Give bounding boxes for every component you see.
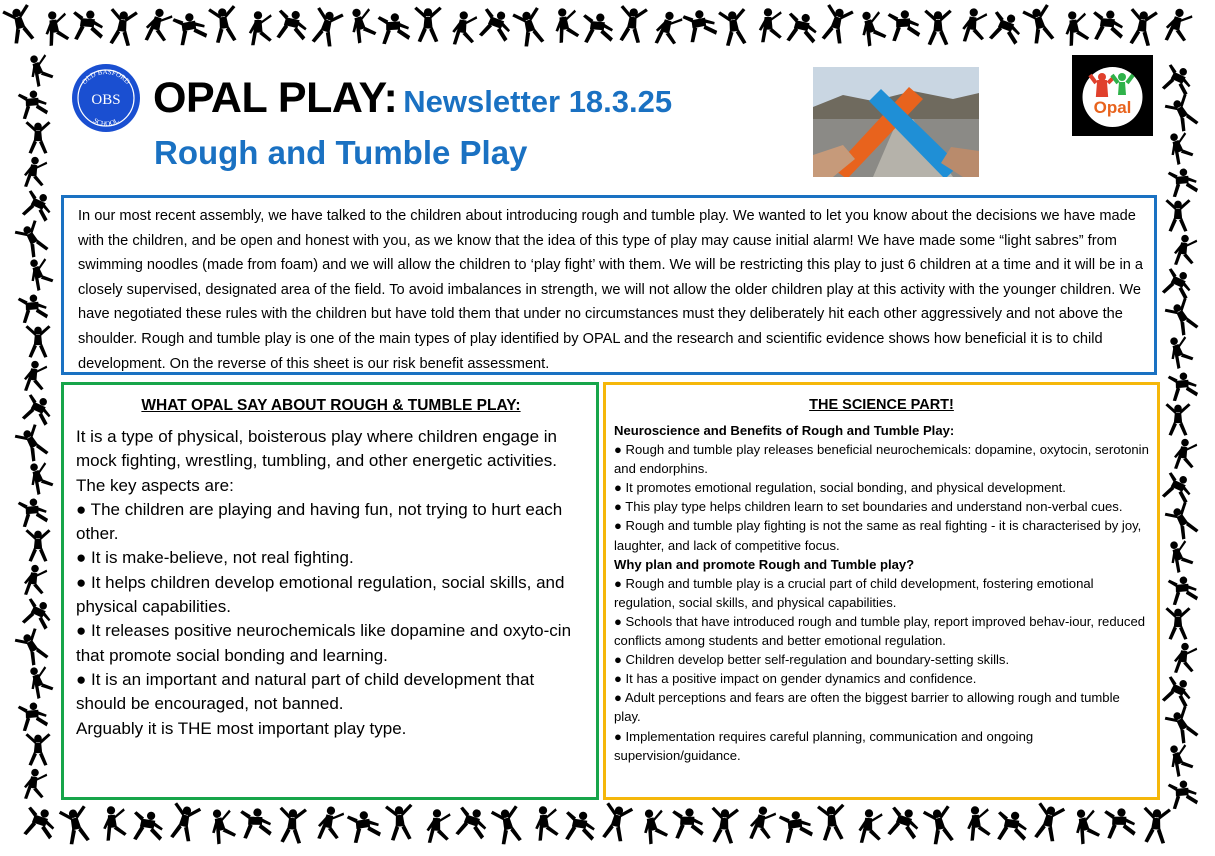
child-silhouette bbox=[1164, 297, 1202, 338]
child-silhouette bbox=[277, 807, 307, 845]
child-silhouette bbox=[966, 805, 992, 841]
child-silhouette bbox=[308, 7, 344, 49]
intro-paragraph: In our most recent assembly, we have talked to the children about introducing rough and tumble play. We wanted to let you know about the decisions we have made with the children, and be open and honest with you, as we know that the idea of this type of play may cause initial alarm! We have made some “light sabres” from swimming noodles (made from foam) and we will allow the children to ‘play fight’ with them. We will be restricting this play to just 6 children at a time and it will be in a closely supervised, designated area of the field. To avoid imbalances in strength, we will not allow the older children play at this activity with the younger children. We have negotiated these rules with the children but have told them that under no circumstances must they deliberately hit each other aggressively and not above the shoulder. Rough and tumble play is one of the main types of play identified by OPAL and the research and scientific evidence shows how beneficial it is to child development. On the reverse of this sheet is our risk benefit assessment. bbox=[78, 208, 1143, 372]
child-silhouette bbox=[817, 804, 847, 842]
science-section bbox=[603, 382, 1160, 800]
child-silhouette bbox=[43, 9, 71, 46]
child-silhouette bbox=[207, 806, 237, 844]
opal-section-body bbox=[76, 425, 586, 741]
child-silhouette bbox=[377, 12, 411, 45]
opal-logo bbox=[1072, 55, 1153, 136]
child-silhouette bbox=[17, 497, 49, 528]
opal-bullet: ● It helps children develop emotional regulation, social skills, and physical capabilities. bbox=[76, 572, 565, 617]
child-silhouette bbox=[652, 9, 683, 48]
child-silhouette bbox=[960, 7, 988, 44]
child-silhouette bbox=[1093, 11, 1123, 40]
child-silhouette bbox=[425, 809, 451, 845]
child-silhouette bbox=[208, 5, 240, 44]
light-sabre-photo bbox=[813, 67, 979, 177]
child-silhouette bbox=[778, 808, 814, 844]
child-silhouette bbox=[857, 809, 883, 845]
child-silhouette bbox=[709, 807, 739, 845]
child-silhouette bbox=[1162, 6, 1193, 45]
science-section-heading: THE SCIENCE PART! bbox=[809, 397, 954, 413]
child-silhouette bbox=[22, 563, 48, 597]
child-silhouette bbox=[1141, 807, 1171, 845]
child-silhouette bbox=[14, 423, 52, 464]
child-silhouette bbox=[346, 808, 382, 844]
svg-text:OLD BASFORD: OLD BASFORD bbox=[80, 67, 132, 86]
child-silhouette bbox=[478, 7, 515, 44]
child-silhouette bbox=[1063, 9, 1091, 46]
school-logo bbox=[70, 62, 142, 134]
child-silhouette bbox=[599, 802, 634, 843]
child-silhouette bbox=[347, 5, 378, 44]
child-silhouette bbox=[1172, 437, 1198, 471]
child-silhouette bbox=[1104, 807, 1136, 839]
title-newsletter-date: Newsletter 18.3.25 bbox=[403, 84, 673, 119]
child-silhouette bbox=[1022, 4, 1058, 46]
child-silhouette bbox=[21, 393, 56, 428]
child-silhouette bbox=[583, 14, 613, 43]
child-silhouette bbox=[616, 5, 648, 44]
child-silhouette bbox=[490, 805, 525, 846]
child-silhouette bbox=[1126, 8, 1158, 47]
child-silhouette bbox=[454, 805, 490, 841]
child-silhouette bbox=[1164, 501, 1202, 542]
child-silhouette bbox=[1164, 93, 1202, 134]
newsletter-title bbox=[153, 74, 672, 123]
child-silhouette bbox=[25, 733, 50, 766]
child-silhouette bbox=[25, 459, 55, 495]
child-silhouette bbox=[21, 189, 56, 224]
child-silhouette bbox=[857, 8, 888, 47]
child-silhouette bbox=[718, 8, 750, 47]
svg-text:SCHOOL: SCHOOL bbox=[91, 116, 121, 129]
child-silhouette bbox=[1031, 802, 1066, 843]
child-silhouette bbox=[22, 805, 58, 841]
science-bullet: ● Implementation requires careful planning, communication and ongoing supervision/guidance. bbox=[614, 728, 1034, 763]
child-silhouette bbox=[385, 804, 415, 842]
child-silhouette bbox=[17, 701, 49, 732]
opal-bullet: ● The children are playing and having fun, not trying to hurt each other. bbox=[76, 499, 563, 544]
child-silhouette bbox=[25, 255, 55, 291]
child-silhouette bbox=[315, 805, 345, 843]
child-silhouette bbox=[1167, 371, 1199, 402]
child-silhouette bbox=[58, 805, 93, 846]
child-silhouette bbox=[14, 627, 52, 668]
child-silhouette bbox=[17, 89, 49, 120]
child-silhouette bbox=[249, 11, 272, 45]
child-silhouette bbox=[25, 51, 55, 87]
science-bullet: ● Rough and tumble play fighting is not the same as real fighting - it is characterised by joy, laughter, and lack of competitive focus. bbox=[614, 518, 1142, 553]
child-silhouette bbox=[1165, 199, 1190, 232]
science-bullet: ● It promotes emotional regulation, social bonding, and physical development. bbox=[614, 480, 1066, 496]
child-silhouette bbox=[1161, 63, 1196, 98]
child-silhouette bbox=[672, 807, 704, 839]
intro-box bbox=[61, 195, 1157, 375]
child-silhouette bbox=[22, 359, 48, 393]
child-silhouette bbox=[1165, 607, 1190, 640]
opal-paragraph: Arguably it is THE most important play type. bbox=[76, 718, 407, 738]
child-silhouette bbox=[414, 7, 442, 43]
child-silhouette bbox=[22, 767, 48, 801]
child-silhouette bbox=[142, 6, 173, 45]
child-silhouette bbox=[996, 810, 1028, 842]
child-silhouette bbox=[534, 805, 560, 841]
child-silhouette bbox=[922, 805, 957, 846]
child-silhouette bbox=[553, 6, 581, 43]
newsletter-subtitle: Rough and Tumble Play bbox=[154, 134, 528, 171]
child-silhouette bbox=[1161, 267, 1196, 302]
child-silhouette bbox=[1165, 129, 1195, 165]
opal-bullet: ● It releases positive neurochemicals like dopamine and oxyto-cin that promote social bonding and learning. bbox=[76, 621, 572, 665]
child-silhouette bbox=[450, 10, 478, 47]
science-bullet: ● Schools that have introduced rough and tumble play, report improved behav-iour, reduced conflicts among students and better emotional regulation. bbox=[614, 613, 1146, 649]
child-silhouette bbox=[1165, 403, 1190, 436]
child-silhouette bbox=[25, 529, 50, 562]
opal-section-heading: WHAT OPAL SAY ABOUT ROUGH & TUMBLE PLAY: bbox=[141, 397, 521, 414]
opal-bullet: ● It is an important and natural part of child development that should be encouraged, not banned. bbox=[76, 669, 535, 714]
science-section-body bbox=[614, 421, 1149, 765]
science-bullet: ● Rough and tumble play releases beneficial neurochemicals: dopamine, oxytocin, serotonin and endorphins. bbox=[614, 442, 1149, 477]
svg-text:OBS: OBS bbox=[91, 92, 121, 108]
child-silhouette bbox=[106, 8, 138, 47]
child-silhouette bbox=[1165, 537, 1195, 573]
child-silhouette bbox=[1172, 233, 1198, 267]
child-silhouette bbox=[1165, 333, 1195, 369]
child-silhouette bbox=[1167, 167, 1199, 198]
child-silhouette bbox=[887, 9, 921, 42]
opal-paragraph: It is a type of physical, boisterous play where children engage in mock fighting, wrestling, tumbling, and other energetic activities. bbox=[76, 427, 557, 471]
child-silhouette bbox=[25, 325, 50, 358]
child-silhouette bbox=[1161, 471, 1196, 506]
science-bullet: ● Children develop better self-regulation and boundary-setting skills. bbox=[614, 652, 1010, 668]
opal-section bbox=[61, 382, 599, 800]
opal-paragraph: The key aspects are: bbox=[76, 475, 234, 495]
science-bullet: ● Rough and tumble play is a crucial part of child development, fostering emotional regulation, social skills, and physical capabilities. bbox=[614, 575, 1094, 610]
child-silhouette bbox=[1071, 806, 1101, 844]
child-silhouette bbox=[172, 10, 209, 47]
child-silhouette bbox=[25, 663, 55, 699]
child-silhouette bbox=[14, 219, 52, 260]
science-subheading: Neuroscience and Benefits of Rough and Tumble Play: bbox=[614, 423, 955, 438]
child-silhouette bbox=[275, 9, 309, 42]
child-silhouette bbox=[132, 810, 164, 842]
child-silhouette bbox=[886, 805, 922, 841]
child-silhouette bbox=[924, 10, 952, 46]
child-silhouette bbox=[1165, 741, 1195, 777]
child-silhouette bbox=[747, 805, 777, 843]
child-silhouette bbox=[1164, 705, 1202, 746]
opal-logo-text: Opal bbox=[1093, 98, 1132, 117]
child-silhouette bbox=[682, 7, 719, 44]
child-silhouette bbox=[167, 802, 202, 843]
child-silhouette bbox=[25, 121, 50, 154]
child-silhouette bbox=[818, 4, 854, 46]
child-silhouette bbox=[1167, 575, 1199, 606]
child-silhouette bbox=[1172, 641, 1198, 675]
science-bullet: ● This play type helps children learn to set boundaries and understand non-verbal cues. bbox=[614, 499, 1123, 515]
child-silhouette bbox=[1161, 675, 1196, 710]
science-bullet: ● Adult perceptions and fears are often the biggest barrier to allowing rough and tumble play. bbox=[614, 690, 1120, 725]
child-silhouette bbox=[22, 155, 48, 189]
opal-bullet: ● It is make-believe, not real fighting. bbox=[76, 548, 354, 568]
child-silhouette bbox=[17, 293, 49, 324]
child-silhouette bbox=[240, 807, 272, 839]
child-silhouette bbox=[73, 11, 103, 40]
science-subheading: Why plan and promote Rough and Tumble play? bbox=[614, 556, 915, 572]
child-silhouette bbox=[759, 8, 782, 42]
child-silhouette bbox=[2, 4, 38, 46]
child-silhouette bbox=[512, 7, 548, 49]
child-silhouette bbox=[564, 810, 596, 842]
science-bullet: ● It has a positive impact on gender dynamics and confidence. bbox=[614, 671, 977, 687]
child-silhouette bbox=[988, 10, 1025, 47]
child-silhouette bbox=[785, 12, 819, 45]
child-silhouette bbox=[21, 597, 56, 632]
title-main: OPAL PLAY: bbox=[153, 74, 398, 122]
child-silhouette bbox=[639, 806, 669, 844]
child-silhouette bbox=[102, 805, 128, 841]
child-silhouette bbox=[1167, 779, 1199, 810]
